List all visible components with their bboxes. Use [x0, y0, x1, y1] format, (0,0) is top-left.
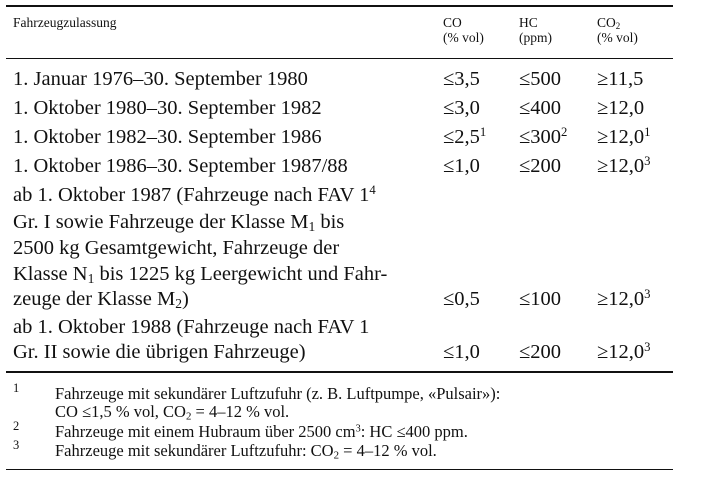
- cell-co: ≤3,0: [443, 97, 480, 119]
- cell-period-line: ab 1. Oktober 1988 (Fahrzeuge nach FAV 1: [13, 316, 370, 338]
- cell-period-line: Klasse $N_1$ bis 1225 kg Leergewicht und Fahr-: [13, 263, 388, 286]
- cell-co: ≤1,0: [443, 341, 480, 363]
- cell-co2: ≥12,0: [597, 97, 645, 119]
- footnote-rule: [6, 371, 673, 373]
- cell-co2: $\ge 12,0^3$: [597, 154, 651, 177]
- cell-co2: $\ge 12,0^3$: [597, 340, 651, 363]
- footnote-mark: 2: [13, 419, 20, 433]
- footnote-ref: 2: [561, 125, 568, 140]
- footnote-ref: 3: [644, 287, 651, 302]
- footnote-text: Fahrzeuge mit sekundärer Luftzufuhr: $CO_2 = 4-12$ % vol.: [55, 441, 437, 462]
- header-co2-unit: (% vol): [597, 30, 638, 45]
- cell-period-line: Gr. II sowie die übrigen Fahrzeuge): [13, 341, 306, 363]
- cell-co2: $\ge 12,0^1$: [597, 125, 651, 148]
- cell-period-line: Gr. I sowie Fahrzeuge der Klasse $M_1$ bis: [13, 211, 345, 234]
- footnote-text: CO ≤1,5 % vol, $CO_2 = 4-12$ % vol.: [55, 402, 290, 423]
- cell-period: 1. Oktober 1980–30. September 1982: [13, 97, 322, 119]
- cell-hc: $\le 300^2$: [519, 125, 568, 148]
- cell-co: ≤3,5: [443, 68, 480, 90]
- top-rule: [6, 5, 673, 7]
- cell-hc: ≤200: [519, 155, 562, 177]
- footnote-mark: 1: [13, 381, 20, 395]
- footnote-mark: 3: [13, 438, 20, 452]
- cell-hc: ≤100: [519, 288, 562, 310]
- cell-co2: $\ge 12,0^3$: [597, 287, 651, 310]
- header-rule: [6, 58, 673, 59]
- header-co2: [597, 15, 638, 45]
- cell-period: 1. Oktober 1986–30. September 1987/88: [13, 155, 348, 177]
- bottom-rule: [6, 469, 673, 470]
- footnote-ref: 1: [644, 125, 651, 140]
- cell-co: ≤1,0: [443, 155, 480, 177]
- header-co: [443, 15, 484, 45]
- cell-period: 1. Januar 1976–30. September 1980: [13, 68, 308, 90]
- footnote-ref: 3: [644, 340, 651, 355]
- header-hc-unit: (ppm): [519, 30, 552, 45]
- header-hc-name: HC: [519, 15, 538, 30]
- cell-period-line: zeuge der Klasse $M_2$): [13, 288, 189, 311]
- cell-co2: ≥11,5: [597, 68, 644, 90]
- cell-period: 1. Oktober 1982–30. September 1986: [13, 126, 322, 148]
- footnote-ref: 3: [644, 154, 651, 169]
- header-hc: [519, 15, 552, 45]
- cell-period-line: 2500 kg Gesamtgewicht, Fahrzeuge der: [13, 237, 340, 259]
- cell-co: ≤0,5: [443, 288, 480, 310]
- cell-hc: ≤500: [519, 68, 562, 90]
- cell-hc: ≤400: [519, 97, 562, 119]
- footnote-ref: 1: [479, 125, 487, 140]
- cell-hc: ≤200: [519, 341, 562, 363]
- cell-period-line: ab 1. Oktober 1987 (Fahrzeuge nach FAV $1^4$: [13, 183, 376, 206]
- footnote-text: Fahrzeuge mit sekundärer Luftzufuhr (z. B. Luftpumpe, «Pulsair»):: [55, 384, 501, 403]
- header-period: Fahrzeugzulassung: [13, 15, 117, 30]
- header-co-name: CO: [443, 15, 462, 30]
- footnote-text: Fahrzeuge mit einem Hubraum über 2500 $cm^3$: HC ≤400 ppm.: [55, 422, 468, 441]
- header-co-unit: (% vol): [443, 30, 484, 45]
- cell-co: $\le 2,5^1$: [443, 125, 487, 148]
- footnote-ref: 4: [369, 183, 376, 198]
- header-co2-name: $CO_2$: [597, 15, 621, 31]
